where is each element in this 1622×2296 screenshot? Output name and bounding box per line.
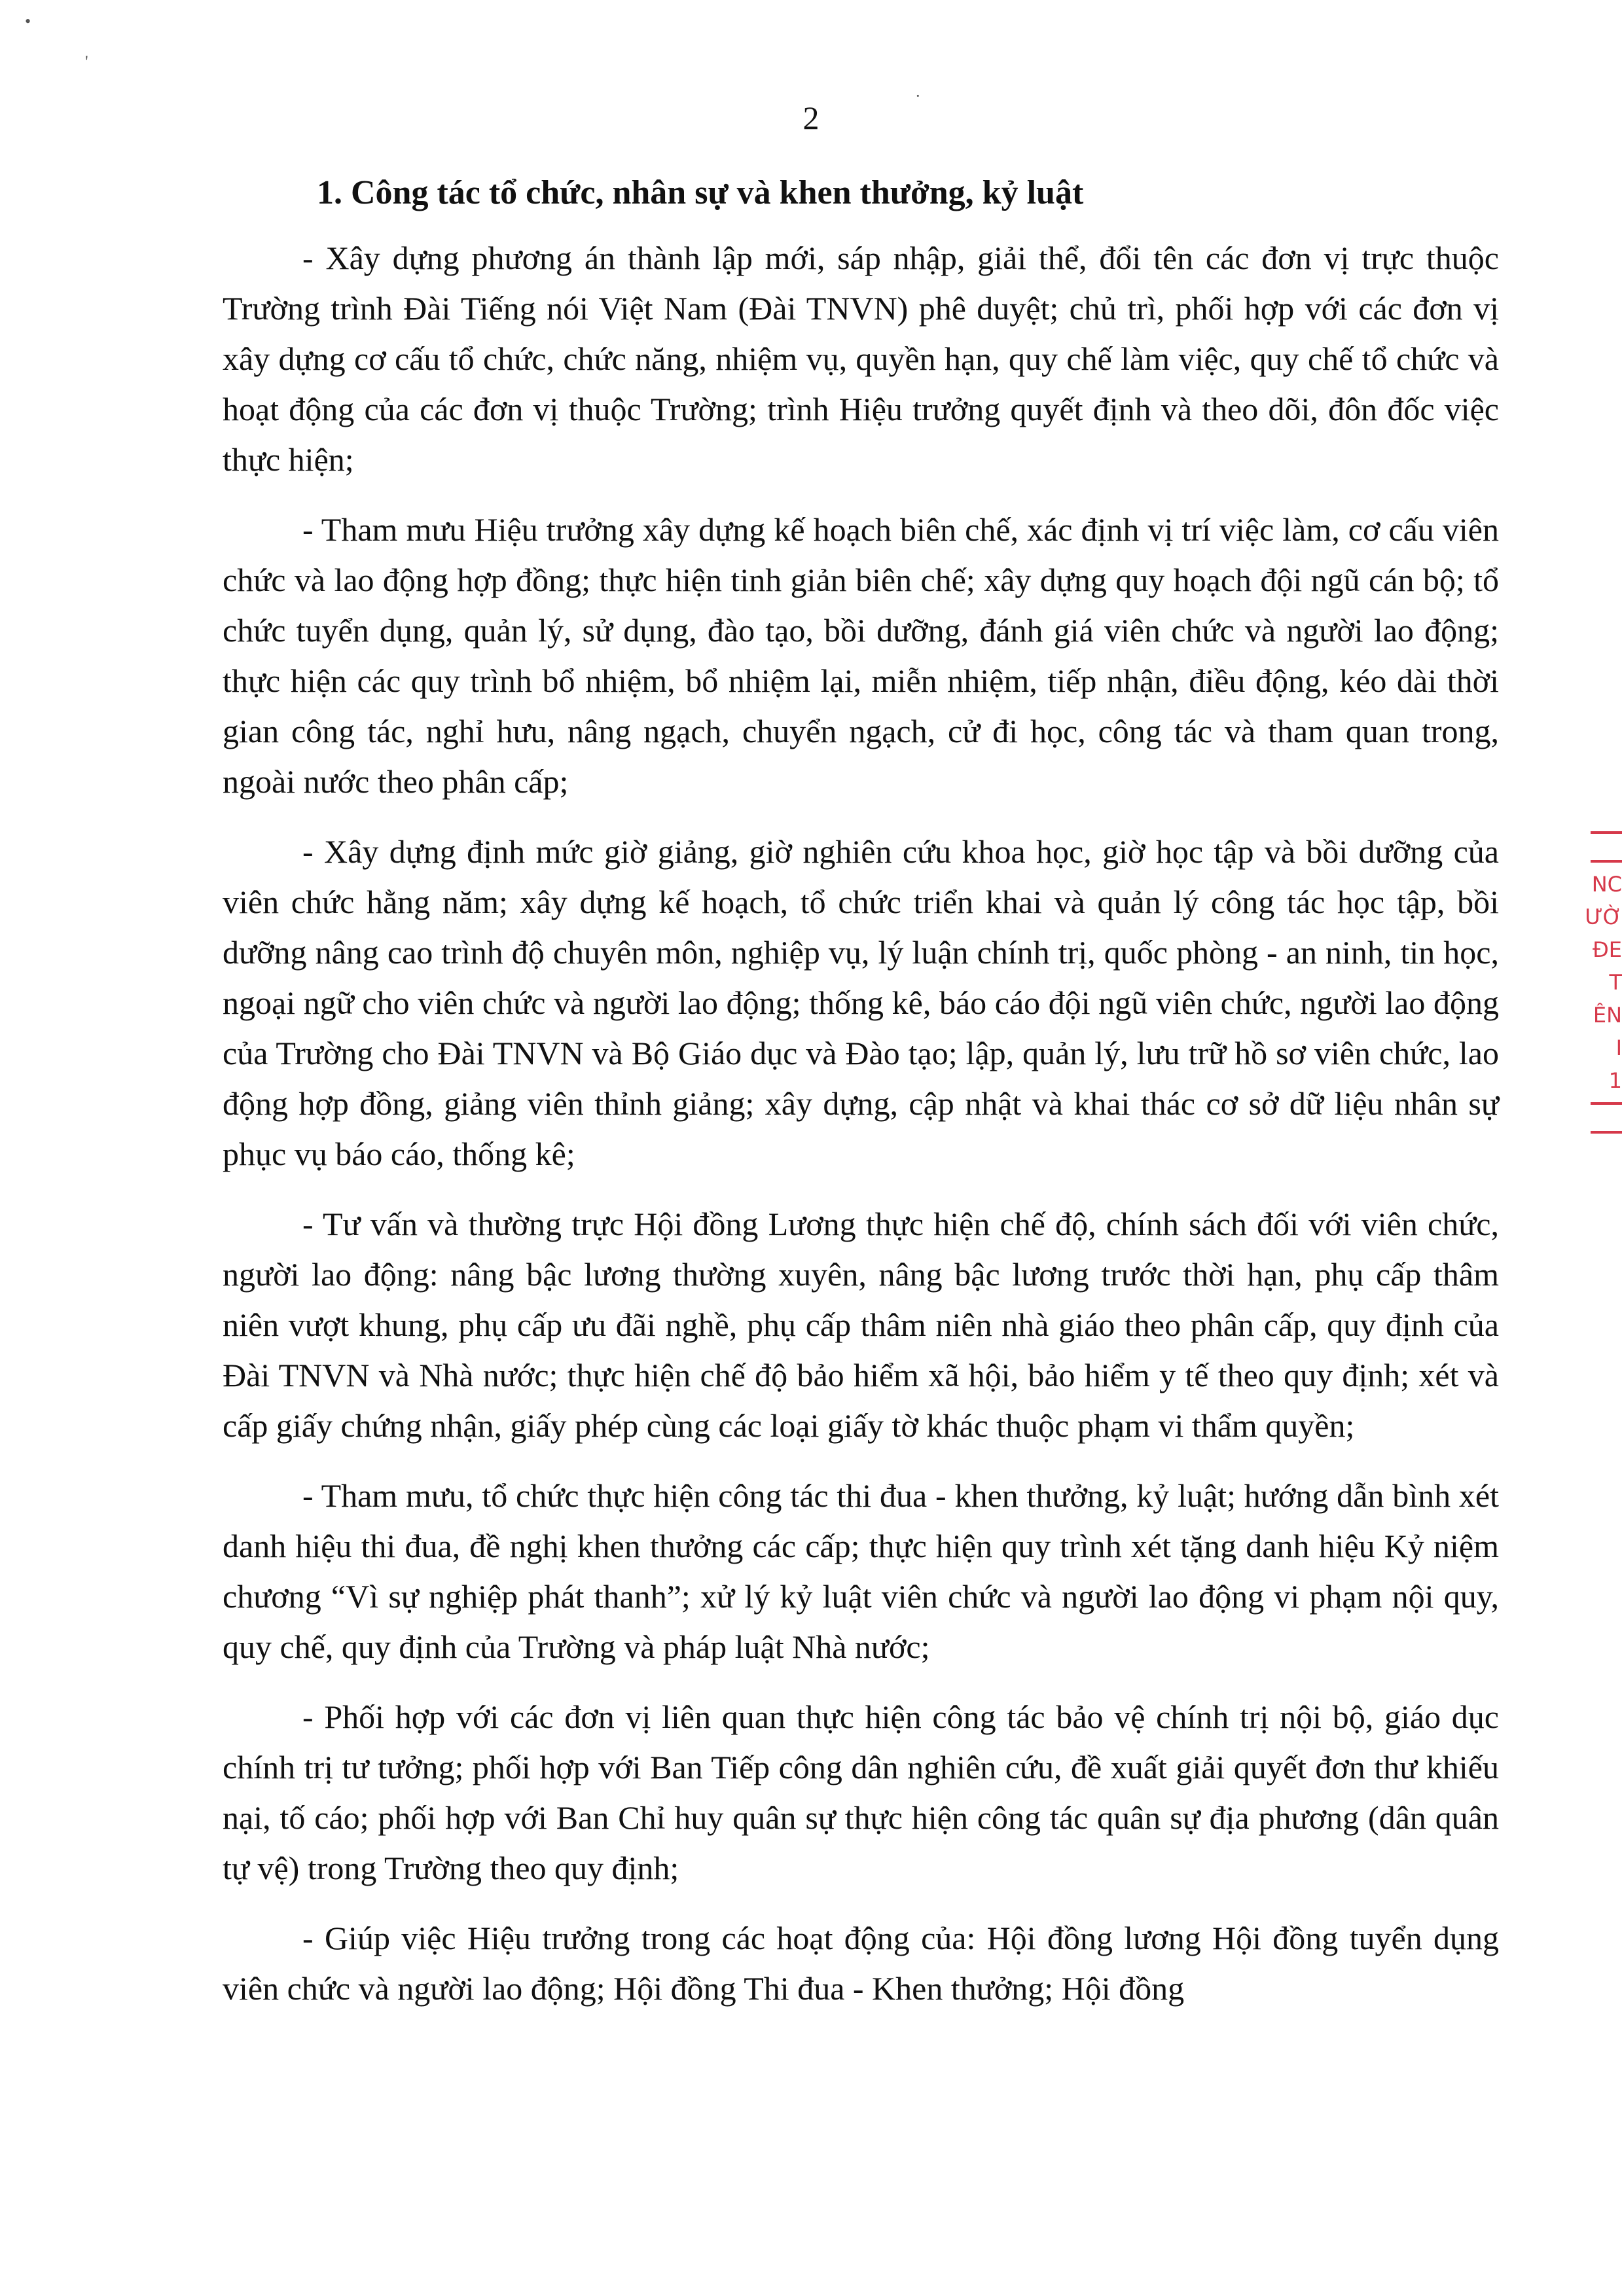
scan-speck: ' — [85, 52, 88, 71]
page-number: 2 — [802, 99, 820, 136]
stamp-glyph: 1 — [1608, 1068, 1622, 1093]
section-heading: 1. Công tác tổ chức, nhân sự và khen thưởng, kỷ luật — [317, 174, 1084, 211]
paragraph: - Tư vấn và thường trực Hội đồng Lương thực hiện chế độ, chính sách đối với viên chức, người lao động: nâng bậc lương thường xuyên, nâng bậc lương trước thời hạn, phụ cấp thâm niên vượt khung, phụ cấp ưu đãi nghề, phụ cấp thâm niên nhà giáo theo phân cấp, quy định của Đài TNVN và Nhà nước; thực hiện chế độ bảo hiểm xã hội, bảo hiểm y tế theo quy định; xét và cấp giấy chứng nhận, giấy phép cùng các loại giấy tờ khác thuộc phạm vi thẩm quyền; — [223, 1206, 1499, 1444]
paragraph: - Phối hợp với các đơn vị liên quan thực hiện công tác bảo vệ chính trị nội bộ, giáo dục chính trị tư tưởng; phối hợp với Ban Tiếp công dân nghiên cứu, đề xuất giải quyết đơn thư khiếu nại, tố cáo; phối hợp với Ban Chỉ huy quân sự thực hiện công tác quân sự địa phương (dân quân tự vệ) trong Trường theo quy định; — [223, 1698, 1499, 1886]
red-stamp-fragment — [1585, 831, 1622, 1093]
stamp-glyph: ĐE — [1592, 937, 1622, 962]
document-body — [223, 171, 1499, 2034]
stamp-border-lines — [1591, 831, 1622, 863]
stamp-glyph: T — [1609, 970, 1622, 995]
stamp-glyphs — [1585, 868, 1622, 1097]
paragraph: - Xây dựng định mức giờ giảng, giờ nghiên cứu khoa học, giờ học tập và bồi dưỡng của viên chức hằng năm; xây dựng kế hoạch, tổ chức triển khai và quản lý công tác học tập, bồi dưỡng nâng cao trình độ chuyên môn, nghiệp vụ, lý luận chính trị, quốc phòng - an ninh, tin học, ngoại ngữ cho viên chức và người lao động; thống kê, báo cáo đội ngũ viên chức, người lao động của Trường cho Đài TNVN và Bộ Giáo dục và Đào tạo; lập, quản lý, lưu trữ hồ sơ viên chức, lao động hợp đồng, giảng viên thỉnh giảng; xây dựng, cập nhật và khai thác cơ sở dữ liệu nhân sự phục vụ báo cáo, thống kê; — [223, 833, 1499, 1172]
scan-speck: · — [915, 86, 921, 105]
stamp-glyph: NC — [1591, 872, 1622, 897]
scan-speck: • — [25, 12, 31, 31]
paragraph: - Xây dựng phương án thành lập mới, sáp nhập, giải thể, đổi tên các đơn vị trực thuộc Trường trình Đài Tiếng nói Việt Nam (Đài TNVN) phê duyệt; chủ trì, phối hợp với các đơn vị xây dựng cơ cấu tổ chức, chức năng, nhiệm vụ, quyền hạn, quy chế làm việc, quy chế tổ chức và hoạt động của các đơn vị thuộc Trường; trình Hiệu trưởng quyết định và theo dõi, đôn đốc việc thực hiện; — [223, 240, 1499, 478]
stamp-glyph: ƯỜ — [1585, 905, 1622, 929]
stamp-glyph: ÊN — [1593, 1003, 1622, 1028]
paragraph: - Tham mưu Hiệu trưởng xây dựng kế hoạch biên chế, xác định vị trí việc làm, cơ cấu viên chức và lao động hợp đồng; thực hiện tinh giản biên chế; xây dựng quy hoạch đội ngũ cán bộ; tổ chức tuyển dụng, quản lý, sử dụng, đào tạo, bồi dưỡng, đánh giá viên chức và người lao động; thực hiện các quy trình bổ nhiệm, bổ nhiệm lại, miễn nhiệm, tiếp nhận, điều động, kéo dài thời gian công tác, nghỉ hưu, nâng ngạch, chuyển ngạch, cử đi học, công tác và tham quan trong, ngoài nước theo phân cấp; — [223, 511, 1499, 800]
paragraph: - Giúp việc Hiệu trưởng trong các hoạt động của: Hội đồng lương Hội đồng tuyển dụng viên chức và người lao động; Hội đồng Thi đua - Khen thưởng; Hội đồng — [223, 1920, 1499, 2007]
stamp-border-lines — [1591, 1102, 1622, 1134]
paragraph: - Tham mưu, tổ chức thực hiện công tác thi đua - khen thưởng, kỷ luật; hướng dẫn bình xét danh hiệu thi đua, đề nghị khen thưởng các cấp; thực hiện quy trình xét tặng danh hiệu Kỷ niệm chương “Vì sự nghiệp phát thanh”; xử lý kỷ luật viên chức và người lao động vi phạm nội quy, quy chế, quy định của Trường và pháp luật Nhà nước; — [223, 1477, 1499, 1665]
stamp-glyph: I — [1615, 1035, 1622, 1060]
